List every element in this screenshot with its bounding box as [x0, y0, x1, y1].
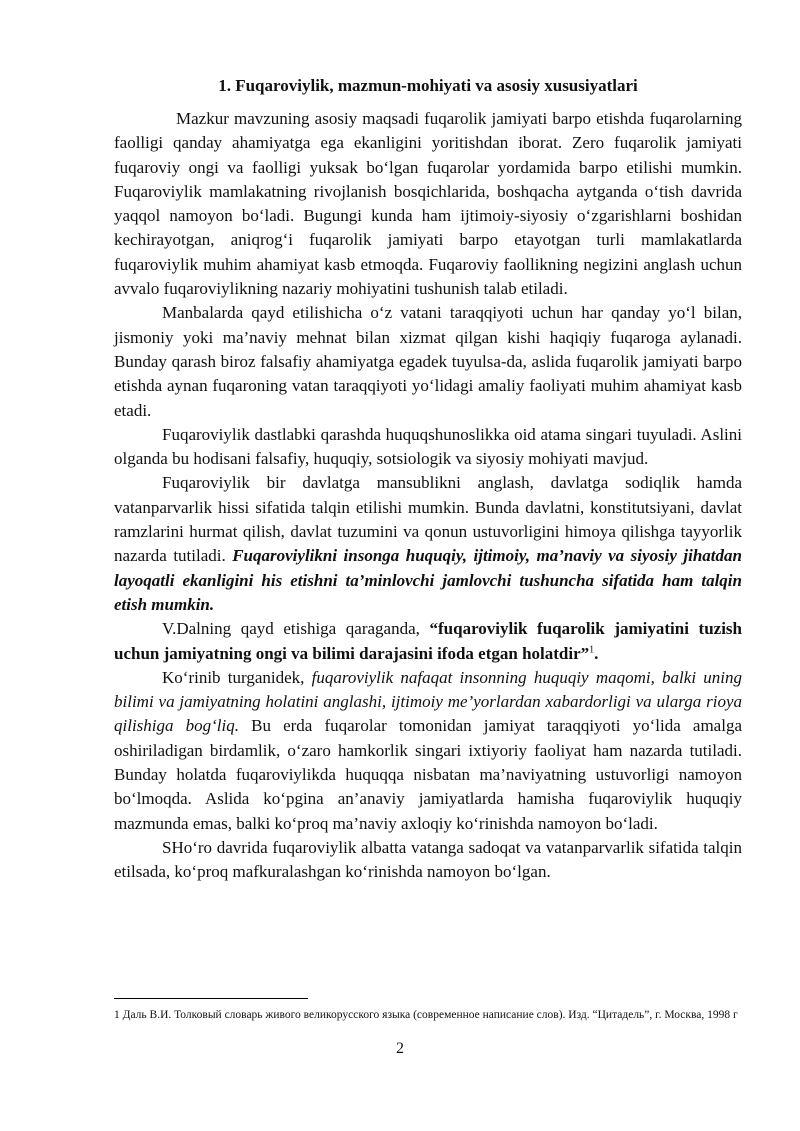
paragraph-3: Fuqaroviylik dastlabki qarashda huquqshunoslikka oid atama singari tuyuladi. Aslini olganda bu hodisani falsafiy, huquqiy, sotsiologik va siyosiy mohiyati mavjud. [114, 424, 742, 469]
section-title: 1. Fuqaroviylik, mazmun-mohiyati va asosiy xususiyatlari [218, 76, 638, 95]
paragraph-6-lead: Ko‘rinib turganidek, [162, 667, 312, 687]
paragraph-6 [114, 666, 742, 836]
paragraph-1: Mazkur mavzuning asosiy maqsadi fuqarolik jamiyati barpo etishda fuqarolarning faolligi qanday ahamiyatga ega ekanligini yoritishdan iborat. Zero fuqarolik jamiyati fuqaroviy ongi va faolligi yuksak bo‘lgan fuqarolar yordamida barpo etilishi mumkin. Fuqaroviylik mamlakatning rivojlanish bosqichlarida, boshqacha aytganda o‘tish davrida yaqqol namoyon bo‘ladi. Bugungi kunda ham ijtimoiy-siyosiy o‘zgarishlarni boshidan kechirayotgan, aniqrog‘i fuqarolik jamiyati barpo etayotgan turli mamlakatlarda fuqaroviylik muhim ahamiyat kasb etmoqda. Fuqaroviy faollikning negizini anglash uchun avvalo fuqaroviylikning nazariy mohiyatini tushunish talab etiladi. [114, 109, 742, 299]
paragraph-5 [114, 617, 742, 666]
footnote: 1 Даль В.И. Толковый словарь живого великорусского языка (современное написание слов). Изд. “Цитадель”, г. Москва, 1998 г [114, 1009, 738, 1021]
paragraph-5-quote: “fuqaroviylik fuqarolik jamiyatini tuzish uchun jamiyatning ongi va bilimi darajasini ifoda etgan holatdir” [114, 619, 742, 663]
paragraph-6-text: Bu erda fuqarolar tomonidan jamiyat taraqqiyoti yo‘lida amalga oshiriladigan birdamlik, o‘zaro hamkorlik singari ixtiyoriy faoliyat ham nazarda tutiladi. Bunday holatda fuqaroviylikda huquqqa nisbatan ma’naviyatning ustuvorligi namoyon bo‘lmoqda. Aslida ko‘pgina an’anaviy jamiyatlarda hamisha fuqaroviylik huquqiy mazmunda emas, balki ko‘proq ma’naviy axloqiy ko‘rinishda namoyon bo‘ladi. [114, 716, 742, 833]
paragraph-5-text: V.Dalning qayd etishiga qaraganda, [162, 619, 430, 639]
body-text [114, 107, 742, 885]
footnote-separator [114, 998, 308, 999]
paragraph-2: Manbalarda qayd etilishicha o‘z vatani taraqqiyoti uchun har qanday yo‘l bilan, jismoniy yoki ma’naviy mehnat bilan xizmat qilgan kishi haqiqiy fuqaroga aylanadi. Bunday qarash biroz falsafiy ahamiyatga egadek tuyulsa-da, aslida fuqarolik jamiyati barpo etishda aynan fuqaroning vatan taraqqiyoti yo‘lidagi amaliy faoliyati muhim ahamiyat kasb etadi. [114, 303, 742, 420]
paragraph-4-text: Fuqaroviylik bir davlatga mansublikni anglash, davlatga sodiqlik hamda vatanparvarlik hissi sifatida talqin etilishi mumkin. Bunda davlatni, konstitutsiyani, davlat ramzlarini hurmat qilish, davlat tuzumini va qonun ustuvorligini himoya qilishga tayyorlik nazarda tutiladi. [114, 473, 742, 566]
page-number: 2 [396, 1040, 404, 1057]
footnote-reference[interactable]: 1 [589, 643, 595, 655]
paragraph-7: SHo‘ro davrida fuqaroviylik albatta vatanga sadoqat va vatanparvarlik sifatida talqin etilsada, ko‘proq mafkuralashgan ko‘rinishda namoyon bo‘lgan. [114, 837, 742, 882]
paragraph-5-end: . [594, 643, 599, 663]
paragraph-4-emphasis: Fuqaroviylikni insonga huquqiy, ijtimoiy, ma’naviy va siyosiy jihatdan layoqatli ekanligini his etishni ta’minlovchi jamlovchi tushuncha sifatida ham talqin etish mumkin. [114, 546, 742, 614]
paragraph-6-italic: fuqaroviylik nafaqat insonning huquqiy maqomi, balki uning bilimi va jamiyatning holatini anglashi, ijtimoiy me’yorlardan xabardorligi va ularga rioya qilishiga bog‘liq. [114, 667, 742, 736]
paragraph-4 [114, 471, 742, 617]
